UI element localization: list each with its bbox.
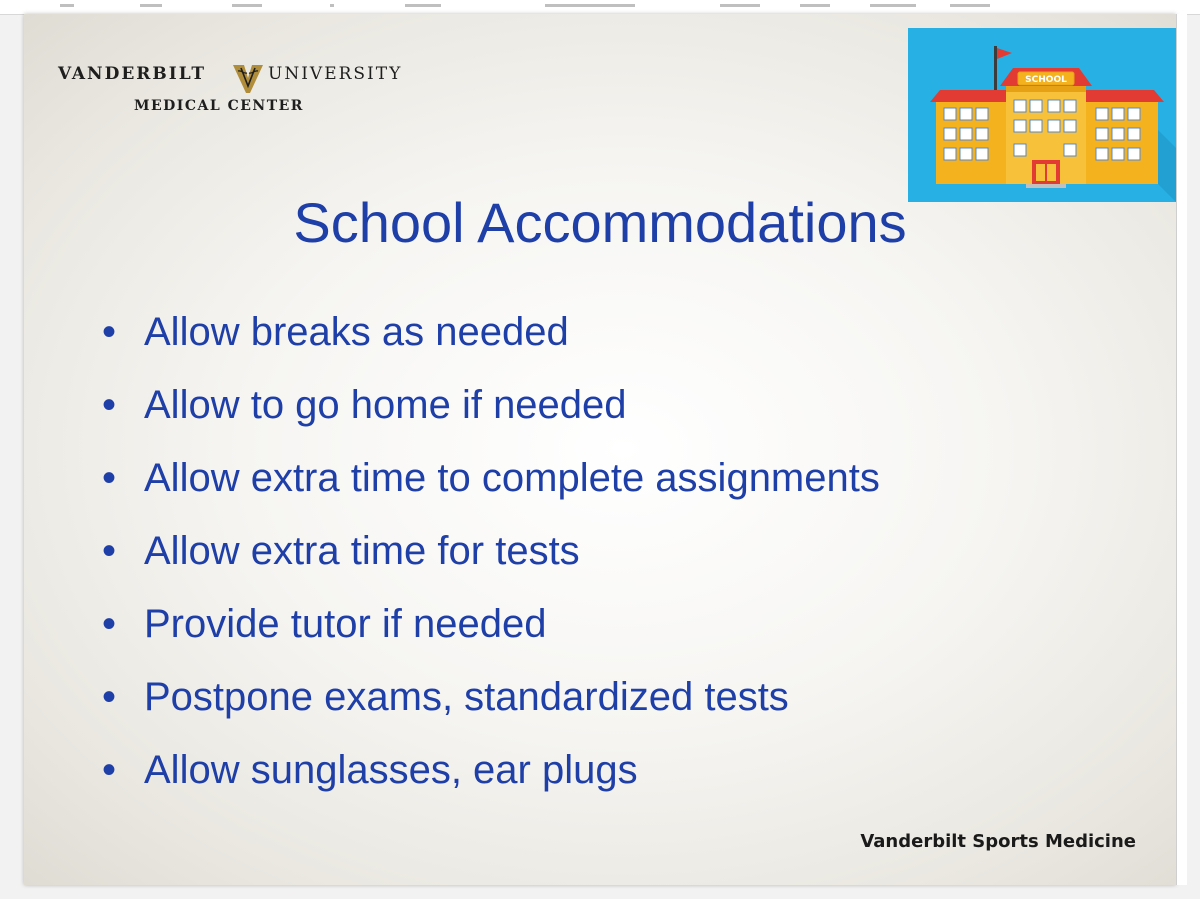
logo-name-right: UNIVERSITY: [268, 64, 403, 84]
school-sign-text: SCHOOL: [1025, 75, 1067, 85]
toolbar-fragment: [800, 4, 830, 7]
bullet-text: Provide tutor if needed: [144, 602, 547, 646]
bullet-text: Allow extra time for tests: [144, 529, 580, 573]
bullet-dot-icon: •: [102, 310, 117, 354]
toolbar-fragment: [720, 4, 760, 7]
toolbar-fragment: [545, 4, 635, 7]
logo-name-left: VANDERBILT: [58, 64, 206, 84]
bullet-text: Allow sunglasses, ear plugs: [144, 748, 638, 792]
toolbar-fragment: [405, 4, 441, 7]
toolbar-fragment: [950, 4, 990, 7]
vanderbilt-v-oak-leaf-icon: [230, 62, 266, 96]
toolbar-fragment: [60, 4, 74, 7]
toolbar-fragment: [330, 4, 334, 7]
toolbar-fragment: [232, 4, 262, 7]
toolbar-strip: [0, 0, 1200, 15]
school-building-icon: [908, 28, 1176, 202]
page-edge: [1176, 14, 1187, 885]
bullet-dot-icon: •: [102, 602, 117, 646]
bullet-text: Allow breaks as needed: [144, 310, 569, 354]
toolbar-fragment: [140, 4, 162, 7]
bullet-dot-icon: •: [102, 529, 117, 573]
footer-text: Vanderbilt Sports Medicine: [860, 831, 1136, 852]
school-illustration: [908, 28, 1176, 202]
bullet-text: Allow to go home if needed: [144, 383, 627, 427]
bullet-dot-icon: •: [102, 383, 117, 427]
bullet-text: Postpone exams, standardized tests: [144, 675, 789, 719]
bullet-dot-icon: •: [102, 456, 117, 500]
toolbar-fragment: [870, 4, 916, 7]
bullet-dot-icon: •: [102, 675, 117, 719]
vanderbilt-logo: [58, 58, 403, 128]
bullet-dot-icon: •: [102, 748, 117, 792]
slide: [24, 14, 1176, 885]
bullet-text: Allow extra time to complete assignments: [144, 456, 880, 500]
slide-title: School Accommodations: [293, 191, 907, 254]
logo-subtitle: MEDICAL CENTER: [134, 98, 304, 114]
